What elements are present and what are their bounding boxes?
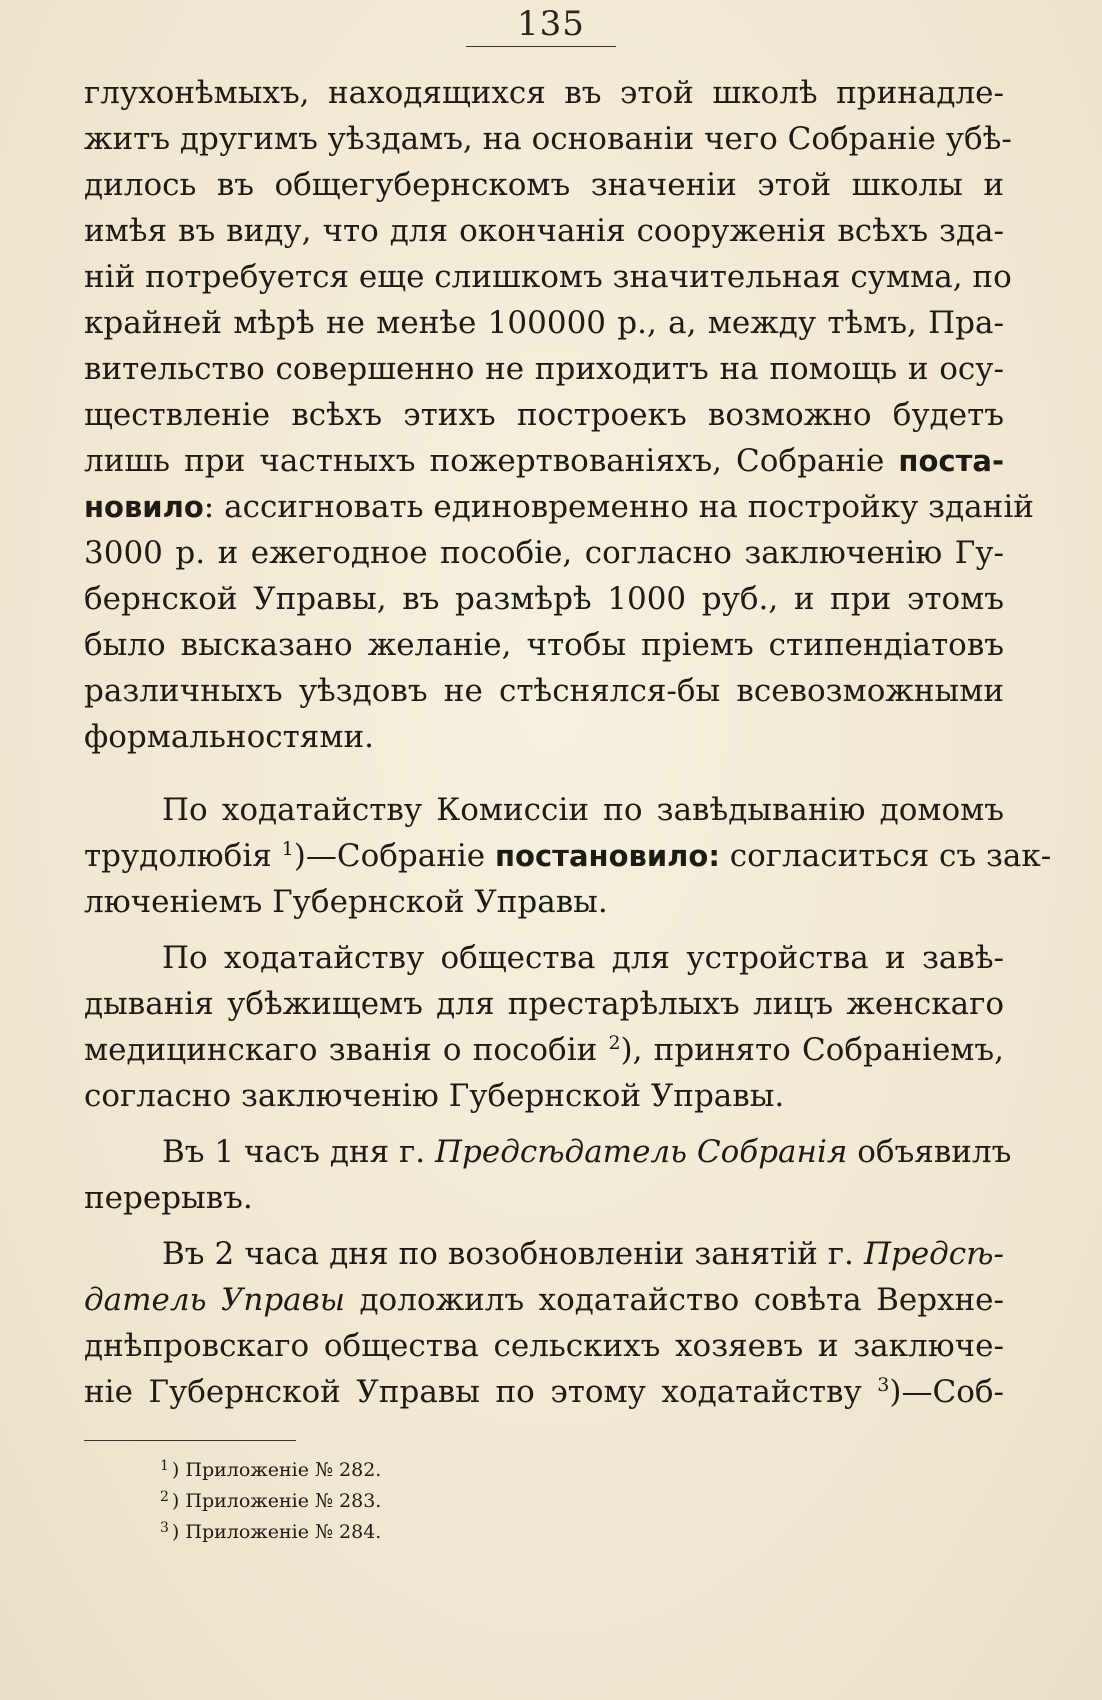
text-line	[84, 1323, 1004, 1369]
text-line	[84, 833, 1052, 879]
text-segment: нiе Губернской Управы по этому ходатайству	[84, 1374, 878, 1410]
text-line	[84, 935, 1004, 981]
text-segment: согласно заключенiю Губернской Управы.	[84, 1078, 785, 1114]
footnote-reference: 3	[877, 1374, 890, 1396]
footnote-item	[160, 1455, 381, 1486]
text-segment: дилось въ общегубернскомъ значенiи этой школы и	[84, 167, 1004, 203]
text-segment: ществленiе всѣхъ этихъ построекъ возможно будетъ	[84, 397, 1004, 433]
text-segment: дыванiя убѣжищемъ для престарѣлыхъ лицъ женскаго	[84, 986, 1004, 1022]
text-segment: имѣя въ виду, что для окончанiя сооруженiя всѣхъ зда-	[84, 213, 1004, 249]
text-segment: новило	[84, 490, 204, 524]
footnote-text: ) Приложенiе № 283.	[171, 1490, 382, 1512]
text-segment: нiй потребуется еще слишкомъ значительная сумма, по	[84, 259, 1012, 295]
text-segment: объявилъ	[847, 1134, 1012, 1170]
text-line	[84, 1369, 1004, 1415]
page-number: 135	[517, 4, 585, 44]
footnote-rule	[84, 1440, 296, 1441]
text-segment: поста-	[898, 444, 1004, 478]
text-segment: медицинскаго званiя о пособiи	[84, 1032, 609, 1068]
paragraph-gap	[84, 925, 1004, 935]
footnote-reference: 2	[608, 1032, 621, 1054]
text-line	[84, 879, 1004, 925]
text-line	[84, 714, 1004, 760]
footnote-item	[160, 1517, 381, 1548]
text-segment: согласиться съ зак-	[719, 838, 1052, 874]
text-segment: трудолюбiя	[84, 838, 282, 874]
text-segment: бернской Управы, въ размѣрѣ 1000 руб., и при этомъ	[84, 581, 1004, 617]
text-segment: глухонѣмыхъ, находящихся въ этой школѣ принадле-	[84, 75, 1004, 111]
text-line	[84, 981, 1004, 1027]
text-segment: : ассигновать единовременно на постройку зданiй	[203, 489, 1034, 525]
text-line	[84, 346, 1004, 392]
text-segment: вительство совершенно не приходитъ на помощь и осу-	[84, 351, 1004, 387]
text-segment: доложилъ ходатайство совѣта Верхне-	[344, 1282, 1005, 1318]
text-segment: Предсѣдатель Собранiя	[434, 1134, 848, 1170]
text-segment: По ходатайству Комиссiи по завѣдыванiю домомъ	[162, 792, 1004, 828]
text-line	[84, 162, 1004, 208]
footnote-mark: 2	[160, 1489, 169, 1505]
paragraph-gap	[84, 1119, 1004, 1129]
text-line	[84, 208, 1004, 254]
text-segment: житъ другимъ уѣздамъ, на основанiи чего Собранiе убѣ-	[84, 121, 1012, 157]
text-line	[84, 300, 1004, 346]
text-line	[84, 1231, 1004, 1277]
text-segment: крайней мѣрѣ не менѣе 100000 р., а, между тѣмъ, Пра-	[84, 305, 1004, 341]
footnote-text: ) Приложенiе № 282.	[171, 1459, 382, 1481]
text-segment: было высказано желанiе, чтобы прiемъ стипендiатовъ	[84, 627, 1004, 663]
text-line	[84, 438, 1004, 484]
footnote-mark: 3	[160, 1520, 169, 1536]
text-line	[84, 1073, 1004, 1119]
text-line	[84, 576, 1004, 622]
text-segment: лишь при частныхъ пожертвованiяхъ, Собранiе	[84, 443, 899, 479]
text-line	[84, 530, 1004, 576]
text-line	[84, 1175, 1004, 1221]
text-segment: Въ 2 часа дня по возобновленiи занятiй г.	[162, 1236, 864, 1272]
footnote-item	[160, 1486, 381, 1517]
text-line	[84, 116, 1012, 162]
text-segment: Въ 1 часъ дня г.	[162, 1134, 435, 1170]
paragraph-gap	[84, 760, 1004, 787]
text-segment: датель Управы	[84, 1282, 345, 1318]
text-segment: формальностями.	[84, 719, 374, 755]
text-line	[84, 787, 1004, 833]
text-line	[84, 484, 1034, 530]
text-segment: днѣпровскаго общества сельскихъ хозяевъ и заключе-	[84, 1328, 1004, 1364]
text-line	[84, 1277, 1004, 1323]
text-segment: Предсѣ-	[863, 1236, 1004, 1272]
text-segment: )—Собранiе	[293, 838, 495, 874]
text-line	[84, 1027, 1004, 1073]
text-line	[84, 254, 1012, 300]
body-text	[84, 70, 1052, 1415]
paragraph-gap	[84, 1221, 1004, 1231]
header-rule	[466, 46, 616, 47]
text-segment: постановило:	[495, 839, 720, 873]
footnote-mark: 1	[160, 1458, 169, 1474]
text-line	[84, 70, 1004, 116]
text-segment: люченiемъ Губернской Управы.	[84, 884, 608, 920]
text-line	[84, 392, 1004, 438]
text-segment: различныхъ уѣздовъ не стѣснялся-бы всевозможными	[84, 673, 1004, 709]
footnotes	[160, 1455, 381, 1548]
text-segment: По ходатайству общества для устройства и завѣ-	[162, 940, 1004, 976]
text-line	[84, 1129, 1012, 1175]
text-line	[84, 668, 1004, 714]
footnote-text: ) Приложенiе № 284.	[171, 1521, 382, 1543]
text-segment: ), принято Собранiемъ,	[620, 1032, 1004, 1068]
text-segment: 3000 р. и ежегодное пособiе, согласно заключенiю Гу-	[84, 535, 1004, 571]
text-line	[84, 622, 1004, 668]
text-segment: )—Соб-	[889, 1374, 1004, 1410]
text-segment: перерывъ.	[84, 1180, 253, 1216]
footnote-reference: 1	[281, 838, 294, 860]
